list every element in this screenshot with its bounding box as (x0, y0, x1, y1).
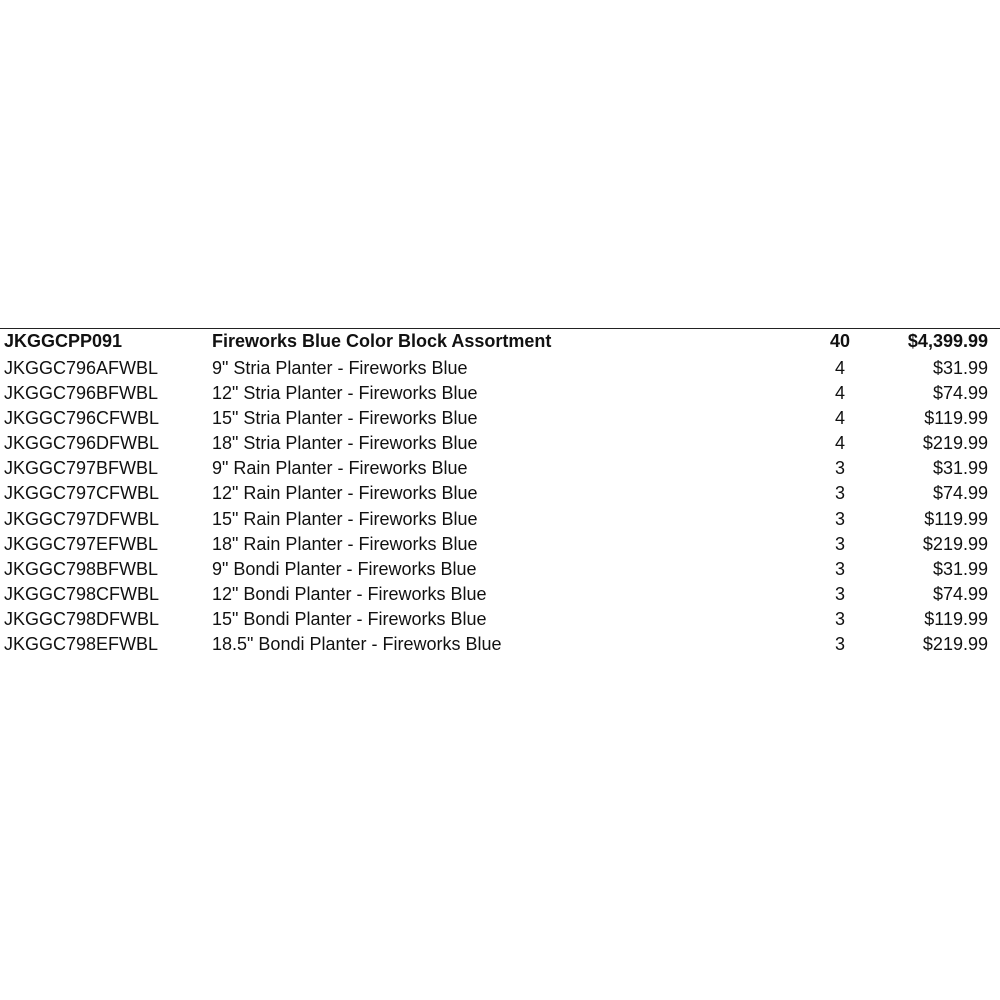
table-row (0, 607, 1000, 632)
item-sku: JKGGC797CFWBL (4, 483, 160, 504)
item-sku: JKGGC797BFWBL (4, 458, 159, 479)
item-price: $74.99 (932, 583, 988, 604)
item-price: $219.99 (922, 433, 988, 454)
table-row (0, 381, 1000, 406)
table-row (0, 507, 1000, 532)
item-sku: JKGGC798EFWBL (4, 634, 159, 655)
item-price: $119.99 (924, 608, 988, 629)
item-qty: 3 (834, 608, 845, 629)
item-description: 12" Rain Planter - Fireworks Blue (212, 483, 478, 504)
item-description: 12" Stria Planter - Fireworks Blue (212, 383, 478, 404)
item-qty: 3 (834, 634, 845, 655)
item-description: 12" Bondi Planter - Fireworks Blue (212, 583, 487, 604)
assortment-table (0, 328, 1000, 657)
assortment-price: $4,399.99 (907, 331, 988, 351)
item-price: $119.99 (924, 508, 988, 529)
item-price: $74.99 (932, 483, 988, 504)
item-sku: JKGGC796BFWBL (4, 383, 159, 404)
item-price: $31.99 (932, 558, 988, 579)
item-sku: JKGGC797EFWBL (4, 533, 159, 554)
item-sku: JKGGC796CFWBL (4, 408, 160, 429)
assortment-row (0, 329, 1000, 356)
item-description: 9" Bondi Planter - Fireworks Blue (212, 558, 477, 579)
item-qty: 3 (834, 558, 845, 579)
item-sku: JKGGC796DFWBL (4, 433, 160, 454)
item-price: $119.99 (924, 408, 988, 429)
item-qty: 3 (834, 533, 845, 554)
item-price: $74.99 (932, 383, 988, 404)
item-description: 18" Stria Planter - Fireworks Blue (212, 433, 478, 454)
item-description: 15" Bondi Planter - Fireworks Blue (212, 608, 487, 629)
item-sku: JKGGC798BFWBL (4, 558, 159, 579)
item-qty: 3 (834, 458, 845, 479)
item-qty: 3 (834, 583, 845, 604)
item-qty: 4 (834, 408, 845, 429)
item-sku: JKGGC797DFWBL (4, 508, 160, 529)
item-qty: 3 (834, 508, 845, 529)
item-qty: 4 (834, 433, 845, 454)
table-row (0, 356, 1000, 381)
item-price: $219.99 (922, 634, 988, 655)
item-description: 15" Stria Planter - Fireworks Blue (212, 408, 478, 429)
item-sku: JKGGC796AFWBL (4, 358, 159, 378)
assortment-sku: JKGGCPP091 (4, 331, 123, 351)
item-qty: 4 (834, 383, 845, 404)
item-description: 9" Stria Planter - Fireworks Blue (212, 358, 468, 378)
item-description: 9" Rain Planter - Fireworks Blue (212, 458, 468, 479)
item-description: 15" Rain Planter - Fireworks Blue (212, 508, 478, 529)
table-row (0, 456, 1000, 481)
table-row (0, 582, 1000, 607)
table-row (0, 431, 1000, 456)
table-row (0, 532, 1000, 557)
item-qty: 4 (834, 358, 845, 378)
item-sku: JKGGC798CFWBL (4, 583, 160, 604)
item-price: $219.99 (922, 533, 988, 554)
assortment-qty: 40 (829, 331, 851, 351)
item-price: $31.99 (932, 358, 988, 378)
table-row (0, 632, 1000, 657)
table-row (0, 406, 1000, 431)
table-row (0, 557, 1000, 582)
item-price: $31.99 (932, 458, 988, 479)
item-description: 18" Rain Planter - Fireworks Blue (212, 533, 478, 554)
assortment-description: Fireworks Blue Color Block Assortment (212, 331, 552, 351)
item-sku: JKGGC798DFWBL (4, 608, 160, 629)
item-qty: 3 (834, 483, 845, 504)
table-row (0, 481, 1000, 506)
item-description: 18.5" Bondi Planter - Fireworks Blue (212, 634, 502, 655)
